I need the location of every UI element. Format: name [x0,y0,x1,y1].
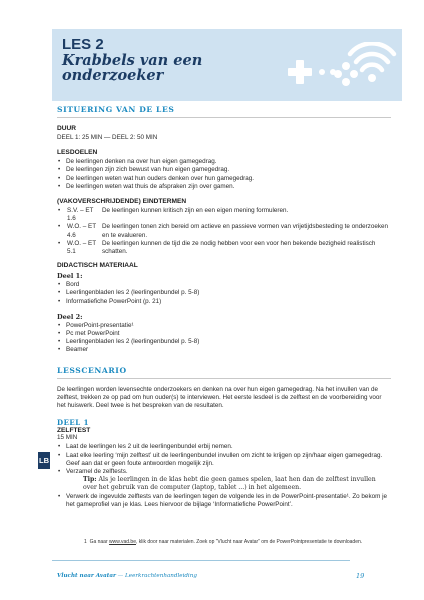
lesdoelen-label: LESDOELEN [57,149,98,157]
list-item: • De leerlingen weten wat thuis de afspraken zijn over gamen. [57,183,391,191]
eindterm-row: • S.V. – ET 1.6 De leerlingen kunnen kritisch zijn en een eigen mening formuleren. [57,207,391,223]
zelftest-label: ZELFTEST [57,427,91,435]
footnote-pre: Ga naar [89,539,108,545]
footnote-number: 1 [84,539,87,545]
list-item: • PowerPoint-presentatie¹ [57,322,391,330]
lesson-number: LES 2 [62,36,104,53]
deel1-materiaal-list [57,281,391,306]
list-item: • Verwerk de ingevulde zelftests van de leerlingen tegen de volgende les in de PowerPoint-presentatie¹. Zo bekom je het gameprofiel van je klas. Lees hiervoor de bijlage ‘Informatiefiche PowerPoint’. [57,493,391,509]
lesson-title: Krabbels van een onderzoeker [62,52,203,84]
deel2-materiaal-list [57,322,391,355]
book-title: Vlucht naar Avatar [57,573,116,579]
main-content [57,105,391,509]
leerlingenbundel-badge: LB [38,452,50,469]
list-item: • De leerlingen weten wat hun ouders denken over hun gamegedrag. [57,175,391,183]
book-subtitle: — Leerkrachtenhandleiding [115,573,197,579]
eindterm-text: De leerlingen kunnen de tijd die ze nodig hebben voor een voor hen bekende bezigheid realistisch schatten. [102,239,376,256]
footer-divider [52,560,350,561]
footnote-link[interactable]: www.vad.be [109,539,136,545]
footnote [84,539,374,546]
list-item: • Leerlingenbladen les 2 (leerlingenbundel p. 5-8) [57,289,391,297]
duur-label: DUUR [57,125,77,132]
lesson-header [52,29,402,101]
footnote-post: , klik door naar materialen. Zoek op “Vlucht naar Avatar” om de PowerPointpresentatie te downloaden. [136,539,363,545]
eindterm-text: De leerlingen tonen zich bereid om actieve en passieve vormen van vrijetijdsbesteding te onderzoeken en te evalueren. [102,223,388,239]
gamepad-wifi-icon [288,42,398,94]
duur-text: DEEL 1: 25 MIN — DEEL 2: 50 MIN [57,134,158,141]
deel2-materiaal-label: Deel 2: [57,312,83,321]
list-item: • Leerlingenbladen les 2 (leerlingenbundel p. 5-8) [57,338,391,346]
lesscenario-intro: De leerlingen worden levensechte onderzoekers en denken na over hun eigen gamegedrag. Na het invullen van de zelftest, trekken ze op pad om hun ouder(s) te interviewen. Het eerste lesdeel is de zelftest en de voorbereiding voor het huiswerk. Deel twee is het bespreken van de resultaten. [57,385,382,410]
deel1-label: DEEL 1 [57,418,89,428]
list-item: • De leerlingen zijn zich bewust van hun eigen gamegedrag. [57,166,391,174]
materiaal-label: DIDACTISCH MATERIAAL [57,262,138,270]
list-item: • Beamer [57,346,391,354]
footer-book-title [57,573,197,579]
eindterm-text: De leerlingen kunnen kritisch zijn en een eigen mening formuleren. [102,207,289,215]
list-item: • Pc met PowerPoint [57,330,391,338]
deel1-materiaal-label: Deel 1: [57,272,83,281]
list-item: • De leerlingen denken na over hun eigen gamegedrag. [57,158,391,166]
eindterm-row: • W.O. – ET 5.1 De leerlingen kunnen de tijd die ze nodig hebben voor een voor hen bekende bezigheid realistisch schatten. [57,240,391,256]
zelftest-steps [57,443,391,476]
eindterm-code: S.V. – ET 1.6 [67,207,94,223]
eindterm-code: W.O. – ET 5.1 [67,239,96,256]
section-divider [57,117,391,118]
list-item: • Bord [57,281,391,289]
tip-text: Als je leerlingen in de klas hebt die geen games spelen, laat hen dan de zelftest invullen over het gebruik van de computer (laptop, tablet ...) in het algemeen. [83,476,376,492]
eindterm-row: • W.O. – ET 4.6 De leerlingen tonen zich bereid om actieve en passieve vormen van vrijetijdsbesteding te onderzoeken en te evalueren. [57,223,391,239]
list-item: • Laat de leerlingen les 2 uit de leerlingenbundel erbij nemen. [57,443,391,451]
section-divider [57,378,391,379]
list-item: • Informatiefiche PowerPoint (p. 21) [57,298,391,306]
eindtermen-label: (VAKOVERSCHRIJDENDE) EINDTERMEN [57,198,187,206]
section-heading-situering: SITUERING VAN DE LES [57,105,175,114]
eindterm-code: W.O. – ET 4.6 [67,223,96,239]
zelftest-steps-continued [57,493,391,509]
zelftest-duration: 15 MIN [57,434,78,442]
list-item: • Laat elke leerling ‘mijn zelftest’ uit de leerlingenbundel invullen om zicht te krijgen op zijn/haar eigen gamegedrag. Geef aan dat er geen foute antwoorden mogelijk zijn. [57,452,391,468]
tip-block [83,476,391,492]
tip-label: Tip: [83,476,97,484]
list-item: • Verzamel de zelftests. [57,468,391,476]
lesdoelen-list [57,158,391,191]
page-number: 19 [356,572,365,580]
section-heading-lesscenario: LESSCENARIO [57,365,127,375]
